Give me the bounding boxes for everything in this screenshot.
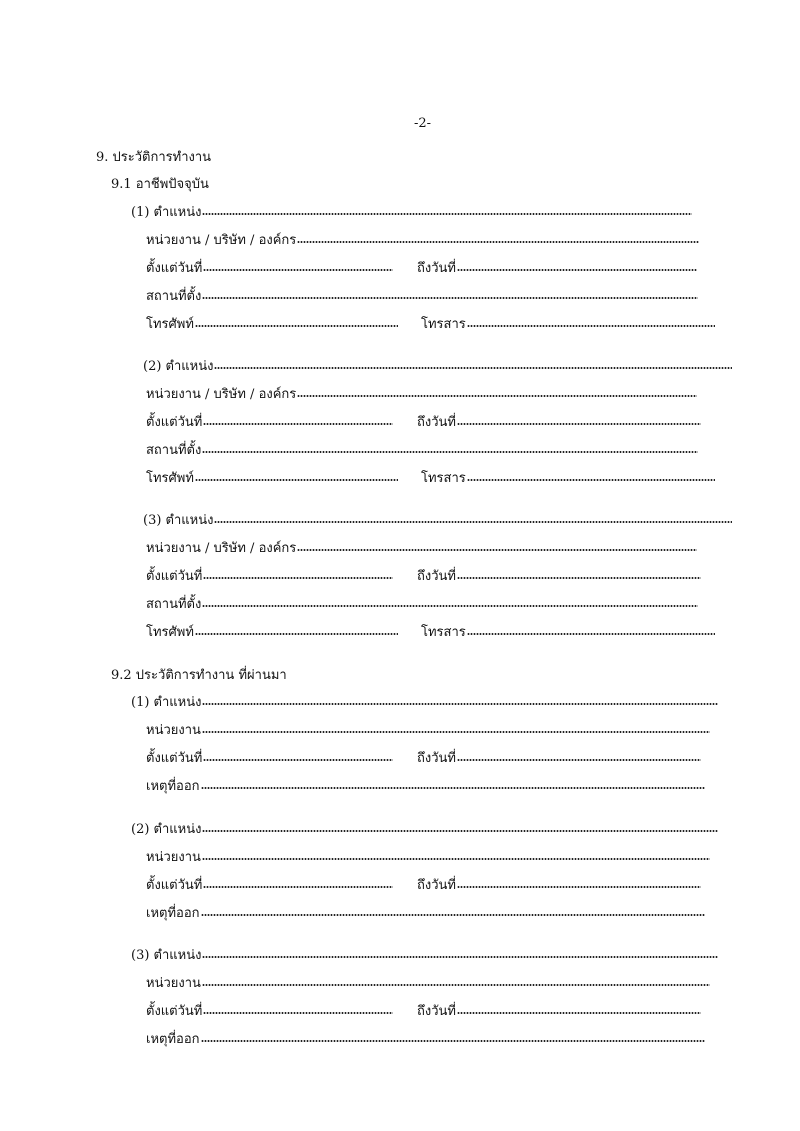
from-date-label: ตั้งแต่วันที่: [146, 1004, 203, 1019]
past-1-reason-row: [146, 775, 705, 795]
current-3-org-row: [146, 537, 697, 557]
location-label: สถานที่ตั้ง: [146, 597, 202, 612]
reason-label: เหตุที่ออก: [146, 1032, 200, 1047]
position-label: (3) ตำแหน่ง: [131, 948, 202, 963]
position-label: (1) ตำแหน่ง: [131, 205, 202, 220]
from-date-field[interactable]: [203, 759, 393, 761]
current-2-location-row: [146, 439, 698, 459]
org-label: หน่วยงาน / บริษัท / องค์กร: [146, 541, 297, 556]
fax-label: โทรสาร: [421, 625, 466, 640]
position-field[interactable]: [202, 956, 718, 958]
position-label: (2) ตำแหน่ง: [131, 822, 202, 837]
reason-field[interactable]: [201, 914, 705, 916]
phone-field[interactable]: [195, 325, 398, 327]
past-1-position-row: [131, 691, 718, 711]
past-1-date-row: [146, 747, 701, 767]
fax-field[interactable]: [467, 479, 715, 481]
to-date-label: ถึงวันที่: [417, 878, 456, 893]
past-3-org-row: [146, 972, 710, 992]
position-label: (1) ตำแหน่ง: [131, 695, 202, 710]
to-date-label: ถึงวันที่: [417, 751, 456, 766]
to-date-label: ถึงวันที่: [417, 1004, 456, 1019]
from-date-label: ตั้งแต่วันที่: [146, 751, 203, 766]
past-2-position-row: [131, 818, 718, 838]
org-field[interactable]: [297, 549, 697, 551]
from-date-label: ตั้งแต่วันที่: [146, 878, 203, 893]
to-date-field[interactable]: [457, 577, 701, 579]
position-field[interactable]: [214, 521, 732, 523]
current-1-date-row: [146, 257, 697, 277]
fax-field[interactable]: [467, 325, 715, 327]
to-date-label: ถึงวันที่: [417, 569, 456, 584]
to-date-field[interactable]: [457, 1012, 701, 1014]
past-2-date-row: [146, 874, 701, 894]
section-title: 9. ประวัติการทำงาน: [96, 150, 212, 165]
past-job-heading: 9.2 ประวัติการทำงาน ที่ผ่านมา: [111, 668, 287, 683]
current-1-position-row: [131, 201, 692, 221]
org-label: หน่วยงาน: [146, 850, 201, 865]
past-1-org-row: [146, 719, 710, 739]
from-date-field[interactable]: [203, 269, 393, 271]
to-date-field[interactable]: [457, 269, 697, 271]
current-1-phone-row: [146, 313, 715, 333]
org-label: หน่วยงาน: [146, 723, 201, 738]
from-date-label: ตั้งแต่วันที่: [146, 569, 203, 584]
org-field[interactable]: [297, 241, 699, 243]
current-3-location-row: [146, 593, 698, 613]
from-date-label: ตั้งแต่วันที่: [146, 261, 203, 276]
to-date-field[interactable]: [457, 759, 701, 761]
org-field[interactable]: [202, 858, 710, 860]
current-2-org-row: [146, 383, 697, 403]
current-3-date-row: [146, 565, 701, 585]
from-date-field[interactable]: [203, 1012, 393, 1014]
position-field[interactable]: [202, 213, 692, 215]
location-label: สถานที่ตั้ง: [146, 289, 202, 304]
location-field[interactable]: [202, 605, 698, 607]
phone-label: โทรศัพท์: [146, 625, 194, 640]
current-2-date-row: [146, 411, 701, 431]
org-label: หน่วยงาน / บริษัท / องค์กร: [146, 387, 297, 402]
reason-field[interactable]: [201, 787, 705, 789]
phone-field[interactable]: [195, 633, 398, 635]
org-field[interactable]: [202, 731, 710, 733]
current-job-heading: 9.1 อาชีพปัจจุบัน: [111, 177, 209, 192]
reason-label: เหตุที่ออก: [146, 906, 200, 921]
location-field[interactable]: [202, 297, 698, 299]
current-1-location-row: [146, 285, 698, 305]
past-2-reason-row: [146, 902, 705, 922]
fax-label: โทรสาร: [421, 317, 466, 332]
org-field[interactable]: [297, 395, 697, 397]
phone-field[interactable]: [195, 479, 398, 481]
org-field[interactable]: [202, 984, 710, 986]
to-date-field[interactable]: [457, 423, 701, 425]
current-2-phone-row: [146, 467, 715, 487]
past-3-date-row: [146, 1000, 701, 1020]
from-date-field[interactable]: [203, 886, 393, 888]
current-1-org-row: [146, 229, 699, 249]
position-field[interactable]: [202, 703, 718, 705]
from-date-field[interactable]: [203, 577, 393, 579]
past-2-org-row: [146, 846, 710, 866]
past-3-position-row: [131, 944, 718, 964]
past-3-reason-row: [146, 1028, 705, 1048]
position-field[interactable]: [202, 830, 718, 832]
from-date-label: ตั้งแต่วันที่: [146, 415, 203, 430]
fax-field[interactable]: [467, 633, 715, 635]
current-3-position-row: [143, 509, 732, 529]
current-3-phone-row: [146, 621, 715, 641]
org-label: หน่วยงาน / บริษัท / องค์กร: [146, 233, 297, 248]
reason-label: เหตุที่ออก: [146, 779, 200, 794]
page-number: -2-: [413, 116, 432, 131]
position-label: (2) ตำแหน่ง: [143, 359, 214, 374]
reason-field[interactable]: [201, 1040, 705, 1042]
phone-label: โทรศัพท์: [146, 471, 194, 486]
location-field[interactable]: [202, 451, 698, 453]
location-label: สถานที่ตั้ง: [146, 443, 202, 458]
from-date-field[interactable]: [203, 423, 393, 425]
current-2-position-row: [143, 355, 732, 375]
phone-label: โทรศัพท์: [146, 317, 194, 332]
to-date-label: ถึงวันที่: [417, 261, 456, 276]
fax-label: โทรสาร: [421, 471, 466, 486]
to-date-field[interactable]: [457, 886, 701, 888]
position-label: (3) ตำแหน่ง: [143, 513, 214, 528]
org-label: หน่วยงาน: [146, 976, 201, 991]
position-field[interactable]: [214, 367, 732, 369]
to-date-label: ถึงวันที่: [417, 415, 456, 430]
